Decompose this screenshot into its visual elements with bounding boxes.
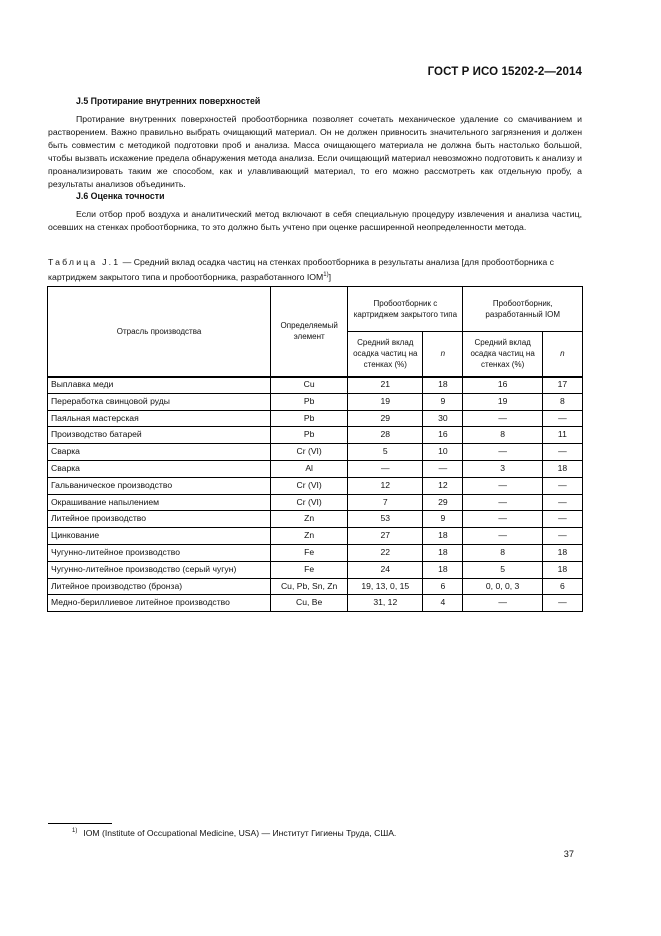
header-avg-closed: Средний вклад осадка частиц на стенках (%): [348, 332, 423, 377]
table-body: [48, 377, 583, 612]
industry-cell: Окрашивание напылением: [48, 494, 271, 511]
element-cell: Cr (VI): [271, 494, 348, 511]
avg-iom-cell: —: [463, 477, 542, 494]
header-industry: Отрасль производства: [48, 287, 271, 377]
avg-iom-cell: 19: [463, 393, 542, 410]
n-closed-cell: 18: [423, 528, 463, 545]
avg-closed-cell: 28: [348, 427, 423, 444]
footnote-text: IOM (Institute of Occupational Medicine, USA) — Институт Гигиены Труда, США.: [83, 828, 397, 838]
table-row: [48, 511, 583, 528]
avg-closed-cell: —: [348, 460, 423, 477]
industry-cell: Цинкование: [48, 528, 271, 545]
avg-iom-cell: —: [463, 444, 542, 461]
table-row: [48, 427, 583, 444]
industry-cell: Сварка: [48, 460, 271, 477]
avg-iom-cell: —: [463, 528, 542, 545]
avg-iom-cell: —: [463, 410, 542, 427]
industry-cell: Выплавка меди: [48, 377, 271, 394]
industry-cell: Производство батарей: [48, 427, 271, 444]
avg-closed-cell: 21: [348, 377, 423, 394]
avg-closed-cell: 7: [348, 494, 423, 511]
avg-iom-cell: —: [463, 595, 542, 612]
document-code: ГОСТ Р ИСО 15202-2—2014: [427, 66, 582, 78]
n-iom-cell: 17: [542, 377, 582, 394]
avg-iom-cell: 8: [463, 544, 542, 561]
n-iom-cell: 18: [542, 544, 582, 561]
element-cell: Cr (VI): [271, 444, 348, 461]
industry-cell: Сварка: [48, 444, 271, 461]
element-cell: Zn: [271, 511, 348, 528]
header-element: Определяемый элемент: [271, 287, 348, 377]
n-iom-cell: —: [542, 511, 582, 528]
header-iom-sampler: Пробоотборник, разработанный IOM: [463, 287, 583, 332]
element-cell: Cu, Pb, Sn, Zn: [271, 578, 348, 595]
n-iom-cell: —: [542, 595, 582, 612]
element-cell: Cr (VI): [271, 477, 348, 494]
avg-iom-cell: 5: [463, 561, 542, 578]
element-cell: Al: [271, 460, 348, 477]
avg-closed-cell: 5: [348, 444, 423, 461]
n-closed-cell: 18: [423, 544, 463, 561]
avg-closed-cell: 31, 12: [348, 595, 423, 612]
industry-cell: Чугунно-литейное производство: [48, 544, 271, 561]
n-iom-cell: —: [542, 410, 582, 427]
n-closed-cell: 16: [423, 427, 463, 444]
n-closed-cell: 30: [423, 410, 463, 427]
avg-closed-cell: 12: [348, 477, 423, 494]
header-n-closed: n: [423, 332, 463, 377]
element-cell: Cu, Be: [271, 595, 348, 612]
table-header: [48, 287, 583, 377]
section-j5-body: [48, 113, 582, 190]
industry-cell: Литейное производство (бронза): [48, 578, 271, 595]
avg-iom-cell: 8: [463, 427, 542, 444]
element-cell: Zn: [271, 528, 348, 545]
element-cell: Pb: [271, 427, 348, 444]
header-n-iom: n: [542, 332, 582, 377]
avg-iom-cell: 16: [463, 377, 542, 394]
table-row: [48, 595, 583, 612]
industry-cell: Переработка свинцовой руды: [48, 393, 271, 410]
n-iom-cell: 18: [542, 561, 582, 578]
table-row: [48, 377, 583, 394]
avg-iom-cell: 0, 0, 0, 3: [463, 578, 542, 595]
n-iom-cell: 6: [542, 578, 582, 595]
table-row: [48, 578, 583, 595]
header-closed-cartridge: Пробоотборник с картриджем закрытого типа: [348, 287, 463, 332]
footnote-separator: [48, 823, 112, 824]
table-row: [48, 528, 583, 545]
n-iom-cell: 8: [542, 393, 582, 410]
industry-cell: Медно-бериллиевое литейное производство: [48, 595, 271, 612]
n-closed-cell: 29: [423, 494, 463, 511]
n-iom-cell: —: [542, 477, 582, 494]
element-cell: Fe: [271, 544, 348, 561]
avg-closed-cell: 19: [348, 393, 423, 410]
n-closed-cell: 9: [423, 511, 463, 528]
footnote-mark: 1): [72, 828, 78, 835]
n-closed-cell: 12: [423, 477, 463, 494]
n-iom-cell: —: [542, 528, 582, 545]
table-row: [48, 561, 583, 578]
avg-closed-cell: 24: [348, 561, 423, 578]
n-closed-cell: 6: [423, 578, 463, 595]
avg-closed-cell: 22: [348, 544, 423, 561]
n-iom-cell: —: [542, 494, 582, 511]
table-row: [48, 393, 583, 410]
table-caption-close: ]: [328, 271, 331, 282]
n-iom-cell: 11: [542, 427, 582, 444]
table-row: [48, 460, 583, 477]
element-cell: Cu: [271, 377, 348, 394]
element-cell: Pb: [271, 410, 348, 427]
n-closed-cell: 18: [423, 561, 463, 578]
avg-closed-cell: 19, 13, 0, 15: [348, 578, 423, 595]
section-j5-paragraph: Протирание внутренних поверхностей пробоотборника позволяет сочетать механическое удаление со смачиванием и растворением. Важно правильно выбрать очищающий материал. Он не должен привносить значительного загрязнения и должен быть совместим с методикой подготовки проб и анализа. Масса очищающего материала не должна быть настолько большой, чтобы вызвать искажение предела обнаружения метода анализа. Если очищающий материал невозможно подготовить к анализу и проанализировать таким же способом, как и улавливающий материал, то его можно рассмотреть как отдельную пробу, а результаты анализов объединить.: [48, 114, 582, 189]
section-j5-heading: J.5 Протирание внутренних поверхностей: [76, 96, 261, 106]
industry-cell: Литейное производство: [48, 511, 271, 528]
avg-iom-cell: —: [463, 511, 542, 528]
table-row: [48, 477, 583, 494]
avg-closed-cell: 53: [348, 511, 423, 528]
particle-deposit-table: [47, 286, 583, 612]
element-cell: Fe: [271, 561, 348, 578]
table-row: [48, 544, 583, 561]
avg-iom-cell: —: [463, 494, 542, 511]
table-row: [48, 494, 583, 511]
footnote: [72, 828, 396, 838]
table-caption: [48, 256, 582, 284]
avg-closed-cell: 27: [348, 528, 423, 545]
section-j6-paragraph: Если отбор проб воздуха и аналитический метод включают в себя специальную процедуру извлечения и анализа частиц, осевших на стенках пробоотборника, то это должно быть учтено при оценке расширенной неопределенности метода.: [48, 209, 582, 232]
n-closed-cell: 18: [423, 377, 463, 394]
industry-cell: Гальваническое производство: [48, 477, 271, 494]
n-closed-cell: —: [423, 460, 463, 477]
table-caption-text: — Средний вклад осадка частиц на стенках пробоотборника в результаты анализа [для пробоотборника с картриджем закрытого типа и пробоотборника, разработанного IOM: [48, 257, 555, 282]
avg-closed-cell: 29: [348, 410, 423, 427]
industry-cell: Чугунно-литейное производство (серый чугун): [48, 561, 271, 578]
n-closed-cell: 10: [423, 444, 463, 461]
n-closed-cell: 9: [423, 393, 463, 410]
section-j6-body: [48, 208, 582, 234]
table-row: [48, 444, 583, 461]
header-avg-iom: Средний вклад осадка частиц на стенках (%): [463, 332, 542, 377]
element-cell: Pb: [271, 393, 348, 410]
n-iom-cell: 18: [542, 460, 582, 477]
section-j6-heading: J.6 Оценка точности: [76, 191, 165, 201]
industry-cell: Паяльная мастерская: [48, 410, 271, 427]
table-caption-label: Таблица J.1: [48, 257, 121, 267]
page-number: 37: [563, 849, 574, 859]
table-caption-footnote-ref: 1): [323, 271, 329, 278]
n-iom-cell: —: [542, 444, 582, 461]
table-row: [48, 410, 583, 427]
n-closed-cell: 4: [423, 595, 463, 612]
avg-iom-cell: 3: [463, 460, 542, 477]
